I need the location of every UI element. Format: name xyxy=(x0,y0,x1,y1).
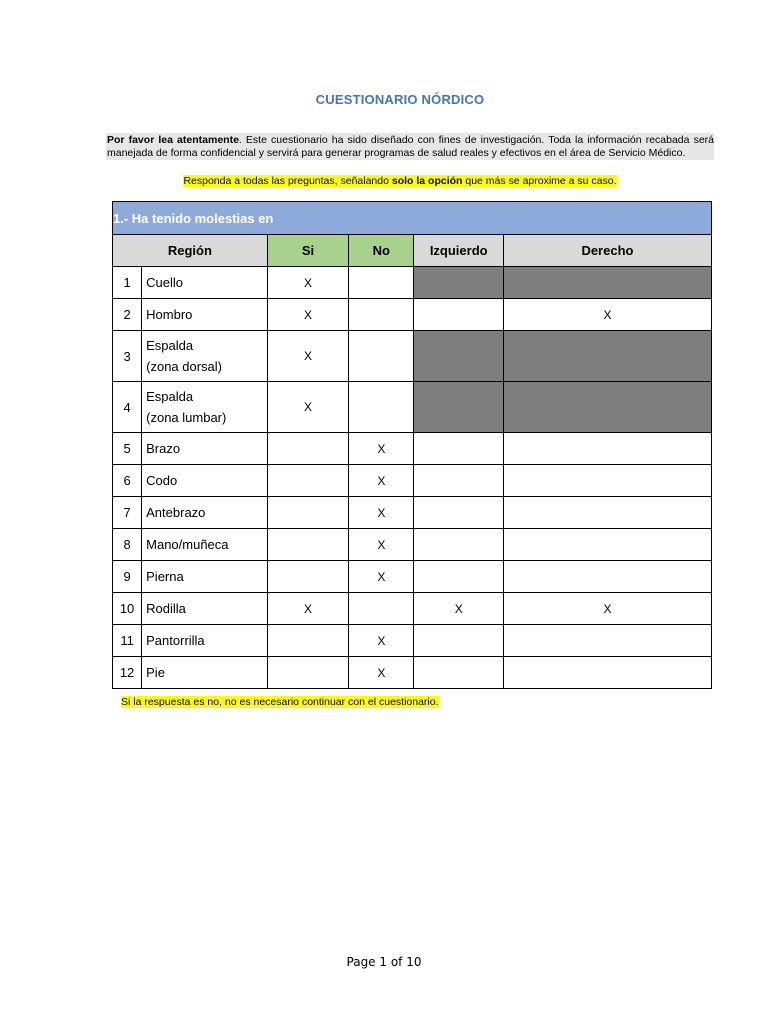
row-si xyxy=(267,561,348,593)
column-izquierdo: Izquierdo xyxy=(414,235,503,267)
row-si xyxy=(267,529,348,561)
column-no: No xyxy=(349,235,414,267)
row-derecho xyxy=(503,529,711,561)
table-row xyxy=(113,497,712,529)
note-text xyxy=(121,696,439,709)
row-no xyxy=(349,593,414,625)
row-derecho xyxy=(503,657,711,689)
table-row xyxy=(113,593,712,625)
row-no: X xyxy=(349,657,414,689)
row-no: X xyxy=(349,625,414,657)
row-izquierdo xyxy=(414,497,503,529)
row-izquierdo xyxy=(414,657,503,689)
row-number: 5 xyxy=(113,433,142,465)
row-si: X xyxy=(267,331,348,382)
row-si: X xyxy=(267,593,348,625)
row-izquierdo xyxy=(414,529,503,561)
row-izquierdo: X xyxy=(414,593,503,625)
note-highlight: Si la respuesta es no, no es necesario continuar con el cuestionario. xyxy=(121,696,439,708)
row-number: 1 xyxy=(113,267,142,299)
row-number: 10 xyxy=(113,593,142,625)
row-number: 9 xyxy=(113,561,142,593)
row-region: Hombro xyxy=(142,299,268,331)
column-si: Si xyxy=(267,235,348,267)
row-si xyxy=(267,497,348,529)
row-no xyxy=(349,299,414,331)
row-derecho xyxy=(503,497,711,529)
row-no: X xyxy=(349,497,414,529)
table-row xyxy=(113,267,712,299)
respond-bold: solo la opción xyxy=(391,175,463,187)
row-region: Pie xyxy=(142,657,268,689)
row-no: X xyxy=(349,433,414,465)
row-si xyxy=(267,433,348,465)
intro-bold: Por favor lea atentamente xyxy=(107,134,239,146)
row-no: X xyxy=(349,561,414,593)
intro-paragraph xyxy=(106,133,714,160)
row-si: X xyxy=(267,299,348,331)
row-region: Pierna xyxy=(142,561,268,593)
row-region: Espalda (zona dorsal) xyxy=(142,331,268,382)
table-row xyxy=(113,299,712,331)
row-izquierdo xyxy=(414,267,503,299)
questionnaire-table xyxy=(112,201,712,689)
row-no: X xyxy=(349,465,414,497)
row-region: Antebrazo xyxy=(142,497,268,529)
table-row xyxy=(113,529,712,561)
row-region: Brazo xyxy=(142,433,268,465)
section-header: 1.- Ha tenido molestias en xyxy=(113,202,712,235)
row-no: X xyxy=(349,529,414,561)
row-izquierdo xyxy=(414,465,503,497)
row-number: 11 xyxy=(113,625,142,657)
intro-text: . Este cuestionario ha sido diseñado con fines de investigación. Toda la información recabada será manejada de forma confidencial y servirá para generar programas de salud reales y efectivos en el área de Servicio Médico. xyxy=(107,134,714,159)
respond-after: que más se aproxime a su caso. xyxy=(462,175,617,187)
row-number: 2 xyxy=(113,299,142,331)
table-row xyxy=(113,331,712,382)
row-si xyxy=(267,657,348,689)
row-izquierdo xyxy=(414,331,503,382)
row-number: 4 xyxy=(113,382,142,433)
row-izquierdo xyxy=(414,625,503,657)
table-row xyxy=(113,465,712,497)
respond-instruction xyxy=(0,175,768,188)
table-row xyxy=(113,657,712,689)
row-si xyxy=(267,465,348,497)
row-no xyxy=(349,267,414,299)
row-derecho xyxy=(503,625,711,657)
row-izquierdo xyxy=(414,433,503,465)
row-derecho xyxy=(503,267,711,299)
row-si xyxy=(267,625,348,657)
respond-before: Responda a todas las preguntas, señalando xyxy=(183,175,392,187)
document-title: CUESTIONARIO NÓRDICO xyxy=(315,92,485,107)
row-derecho xyxy=(503,465,711,497)
row-region: Pantorrilla xyxy=(142,625,268,657)
row-region: Mano/muñeca xyxy=(142,529,268,561)
row-number: 3 xyxy=(113,331,142,382)
table-row xyxy=(113,382,712,433)
row-derecho: X xyxy=(503,593,711,625)
row-derecho xyxy=(503,433,711,465)
row-derecho: X xyxy=(503,299,711,331)
column-region: Región xyxy=(113,235,268,267)
row-number: 7 xyxy=(113,497,142,529)
row-derecho xyxy=(503,382,711,433)
row-region: Codo xyxy=(142,465,268,497)
row-number: 12 xyxy=(113,657,142,689)
row-si: X xyxy=(267,382,348,433)
page-number: Page 1 of 10 xyxy=(346,955,422,969)
row-izquierdo xyxy=(414,561,503,593)
column-derecho: Derecho xyxy=(503,235,711,267)
row-izquierdo xyxy=(414,299,503,331)
table-row xyxy=(113,433,712,465)
row-no xyxy=(349,331,414,382)
row-si: X xyxy=(267,267,348,299)
row-derecho xyxy=(503,561,711,593)
row-izquierdo xyxy=(414,382,503,433)
row-derecho xyxy=(503,331,711,382)
row-region: Cuello xyxy=(142,267,268,299)
table-row xyxy=(113,625,712,657)
row-no xyxy=(349,382,414,433)
row-number: 6 xyxy=(113,465,142,497)
table-row xyxy=(113,561,712,593)
row-region: Espalda (zona lumbar) xyxy=(142,382,268,433)
row-number: 8 xyxy=(113,529,142,561)
row-region: Rodilla xyxy=(142,593,268,625)
